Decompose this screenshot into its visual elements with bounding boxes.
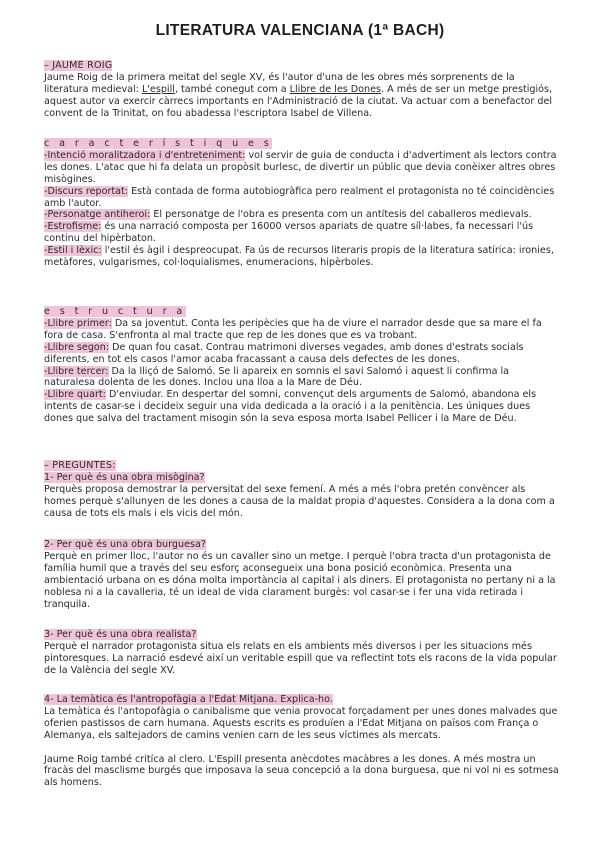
estructura-section (44, 306, 560, 425)
intro-section (44, 60, 560, 120)
item-label: -Discurs reportat: (44, 185, 129, 197)
answer-4-continued: Jaume Roig també critíca al clero. L'Espill presenta anècdotes macàbres a les dones. A més mostra un fracàs del masclisme burgés que imposava la seua concepció a la dona burguesa, que ni vol ni es sotmesa als homens. (44, 753, 559, 789)
work-title-llibre-dones: Llibre de les Dones (289, 83, 382, 95)
caracteristica-item (44, 245, 560, 269)
intro-text-2: , també conegut com a (174, 83, 290, 95)
item-label: -Llibre primer: (44, 317, 112, 329)
item-label: -Llibre tercer: (44, 365, 109, 377)
item-text: Està contada de forma autobiogràfica pero realment el protagonista no té coincidències amb l'autor. (44, 185, 555, 209)
question-1: 1- Per què és una obra misògina? (44, 471, 205, 483)
item-label: -Estil i lèxic: (44, 245, 102, 257)
preguntes-section (44, 460, 560, 520)
intro-paragraph (44, 72, 560, 120)
question-4-block (44, 694, 560, 789)
item-text: vol servir de guia de conducta i d'advertiment als lectors contra les dones. L'atac que hi fa delata un propòsit burlesc, de divertir un públic que devia conèixer altres obres misògines. (44, 149, 557, 185)
item-label: -Llibre segon: (44, 341, 110, 353)
document-title: LITERATURA VALENCIANA (1ª BACH) (155, 22, 445, 39)
estructura-item (44, 389, 560, 425)
item-text: De quan fou casat. Contrau matrimoni diverses vegades, amb dones d'estrats socials diferents, en tot els casos l'amor acaba fracassant a causa dels defectes de les dones. (44, 341, 524, 365)
question-2: 2- Per què és una obra burguesa? (44, 539, 206, 550)
answer-4: La temàtica és l'antopofàgia o canibalisme que venia provocat forçadament per unes dones malvades que oferien pastissos de carn humana. Aquests escrits es produïen a l'Edat Mitjana on països com França o Alemanya, els saltejadors de camins venien carn de les seus víctimes als mercats. (44, 705, 558, 741)
answer-2: Perquè en primer lloc, l'autor no és un cavaller sino un metge. I perquè l'obra tracta d'un protagonista de família humil que a través del seu esforç aconsegueix una bona posició econòmica. Presenta una ambientació urbana on es dóna molta importància al capital i als diners. El protagonista no pertany ni a la noblesa ni a la cavalleria, té un ideal de vida clarament burgès: vol casar-se i fer una vida retirada i tranquila. (44, 550, 556, 610)
question-4: 4- La temàtica és l'antropofàgia a l'Edat Mitjana. Explica-ho. (44, 694, 333, 705)
item-label: -Estrofisme: (44, 221, 102, 233)
caracteristiques-heading: c a r a c t e r í s t i q u e s (44, 138, 273, 149)
item-text: El personatge de l'obra es presenta com un antítesis del caballeros medievals. (150, 209, 532, 221)
caracteristica-item (44, 221, 560, 245)
item-label: -Llibre quart: (44, 389, 106, 401)
paragraph-gap (44, 742, 560, 754)
estructura-item (44, 318, 560, 342)
item-text: D'enviudar. En despertar del somni, convençut dels arguments de Salomó, abandona els intents de casar-se i decideix seguir una vida dedicada a la oració i a la penitència. Les úniques dues dones que salva del tractament misogin són la seva esposa morta Isabel Pellicer i la Mare de Déu. (44, 389, 537, 425)
item-label: -Intenció moralitzadora i d'entreteniment: (44, 149, 246, 161)
item-text: és una narració composta per 16000 versos apariats de quatre síl·labes, fa necessari l'ús continu del hipèrbaton. (44, 221, 534, 245)
caracteristica-item (44, 150, 560, 186)
intro-heading: – JAUME ROIG (44, 60, 113, 71)
work-title-espill: L'espill (141, 83, 175, 95)
caracteristica-item (44, 186, 560, 210)
item-label: -Personatge antiheroi: (44, 209, 151, 221)
item-text: l'estil és àgil i despreocupat. Fa ús de recursos literaris propis de la literatura satírica: ironies, metàfores, vulgarismes, col·loquialismes, enumeracions, hipèrboles. (44, 245, 554, 269)
question-2-block (44, 539, 560, 610)
answer-1: Perquès proposa demostrar la perversitat del sexe femení. A més a més l'obra pretén convèncer als homes perquè s'allunyen de les dones a causa de la maldat propia d'aquestes. Considera a la dona com a causa de tots els mals i els vicis del món. (44, 483, 555, 519)
preguntes-heading: – PREGUNTES: (44, 460, 116, 471)
estructura-item (44, 342, 560, 366)
caracteristiques-section (44, 138, 560, 269)
item-text: Da sa joventut. Conta les peripècies que ha de viure el narrador desde que sa mare el fa fora de casa. S'enfronta al mal tracte que rep de les dones que es va trobant. (44, 317, 542, 341)
estructura-item (44, 366, 560, 390)
estructura-heading: e s t r u c t u r a (44, 306, 186, 317)
caracteristica-item (44, 209, 560, 221)
intro-text-1: Jaume Roig de la primera meitat del segle XV, és l'autor d'una de les obres més sorprenents de la literatura medieval: (44, 71, 515, 95)
question-3-block (44, 629, 560, 677)
intro-text-3: . A més de ser un metge prestigiós, aquest autor va exercir càrrecs importants en l'Administració de la ciutat. Va actuar com a benefactor del convent de la Trinitat, on fou abadessa l'escriptora Isabel de Villena. (44, 83, 553, 119)
answer-3: Perquè el narrador protagonista situa els relats en els ambients més diversos i per les situacions més pintoresques. La narració esdevé així un veritable espill que va reflectint tots els racons de la vida popular de la València del segle XV. (44, 640, 557, 676)
question-3: 3- Per què és una obra realista? (44, 629, 197, 640)
item-text: Da la lliçó de Salomó. Se li apareix en somnis el savi Salomó i aquest li confirma la naturalesa dolenta de les dones. Inclou una lloa a la Mare de Déu. (44, 365, 510, 389)
